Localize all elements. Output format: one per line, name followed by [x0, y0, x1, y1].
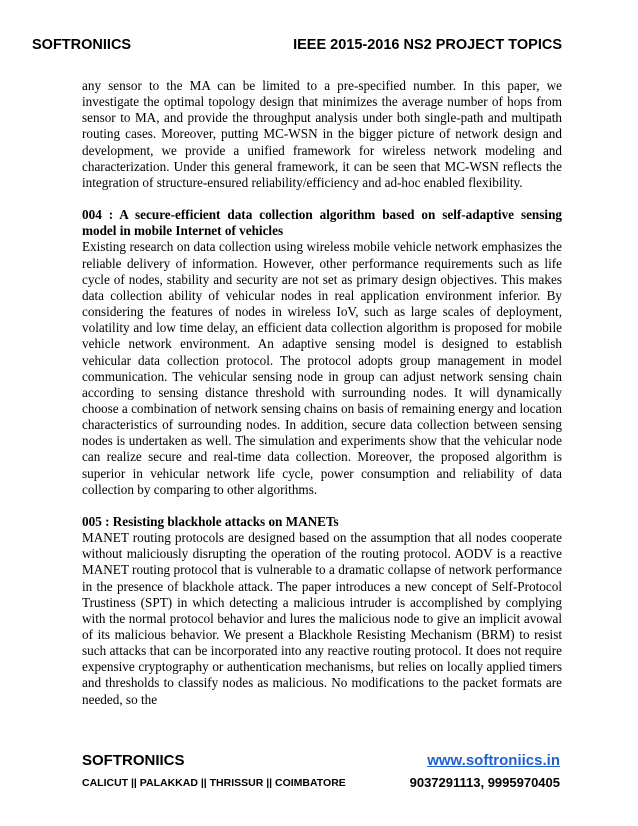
section-005-title: 005 : Resisting blackhole attacks on MANETs	[82, 513, 339, 529]
page-body	[82, 78, 562, 708]
footer-website-link[interactable]: www.softroniics.in	[427, 752, 560, 769]
paragraph-gap	[82, 191, 562, 207]
footer-locations: CALICUT || PALAKKAD || THRISSUR || COIMBATORE	[82, 777, 346, 789]
page-header	[32, 37, 562, 59]
intro-paragraph: any sensor to the MA can be limited to a pre-specified number. In this paper, we investigate the optimal topology design that minimizes the average number of hops from sensor to MA, and provide the throughput analysis under both single-path and multipath routing cases. Moreover, putting MC-WSN in the bigger picture of network design and development, we provide a unified framework for wireless network modeling and characterization. Under this general framework, it can be seen that MC-WSN reflects the integration of structure-ensured reliability/efficiency and ad-hoc enabled flexibility.	[82, 78, 562, 190]
section-004-text: Existing research on data collection using wireless mobile vehicle network emphasizes the reliable delivery of information. However, other performance requirements such as life cycle of nodes, stability and security are not set as primary design objectives. This makes data collection ability of vehicular nodes in real application environment inferior. By considering the features of nodes in wireless IoV, such as large scales of deployment, volatility and low time delay, an efficient data collection algorithm is proposed for mobile vehicle network environment. An adaptive sensing model is designed to establish vehicular data collection protocol. The protocol adopts group management in model communication. The vehicular sensing node in group can adjust network sensing chain according to sensing distance threshold with surrounding nodes. It will dynamically choose a combination of network sensing chains on basis of remaining energy and location characteristics of surrounding nodes. In addition, secure data collection between sensing nodes is undertaken as well. The simulation and experiments show that the vehicular node can realize secure and real-time data collection. Moreover, the proposed algorithm is superior in vehicular network life cycle, power consumption and reliability of data collection by comparing to other algorithms.	[82, 239, 562, 497]
header-topic: IEEE 2015-2016 NS2 PROJECT TOPICS	[293, 37, 562, 53]
paragraph-gap	[82, 498, 562, 514]
header-company: SOFTRONIICS	[32, 37, 132, 53]
section-005-text: MANET routing protocols are designed based on the assumption that all nodes cooperate without maliciously disrupting the operation of the routing protocol. AODV is a reactive MANET routing protocol that is vulnerable to a dramatic collapse of network performance in the presence of blackhole attack. The paper introduces a new concept of Self-Protocol Trustiness (SPT) in which detecting a malicious intruder is accomplished by complying with the normal protocol behavior and lures the malicious node to give an implicit avowal of its malicious behavior. We present a Blackhole Resisting Mechanism (BRM) to resist such attacks that can be incorporated into any reactive routing protocol. It does not require expensive cryptography or authentication mechanisms, but relies on locally applied timers and thresholds to classify nodes as malicious. No modifications to the packet formats are needed, so the	[82, 530, 562, 707]
section-004-title: 004 : A secure-efficient data collection algorithm based on self-adaptive sensing model in mobile Internet of vehicles	[82, 207, 562, 239]
footer-brand: SOFTRONIICS	[82, 752, 185, 769]
page-footer	[82, 752, 560, 798]
footer-phone: 9037291113, 9995970405	[409, 775, 560, 790]
